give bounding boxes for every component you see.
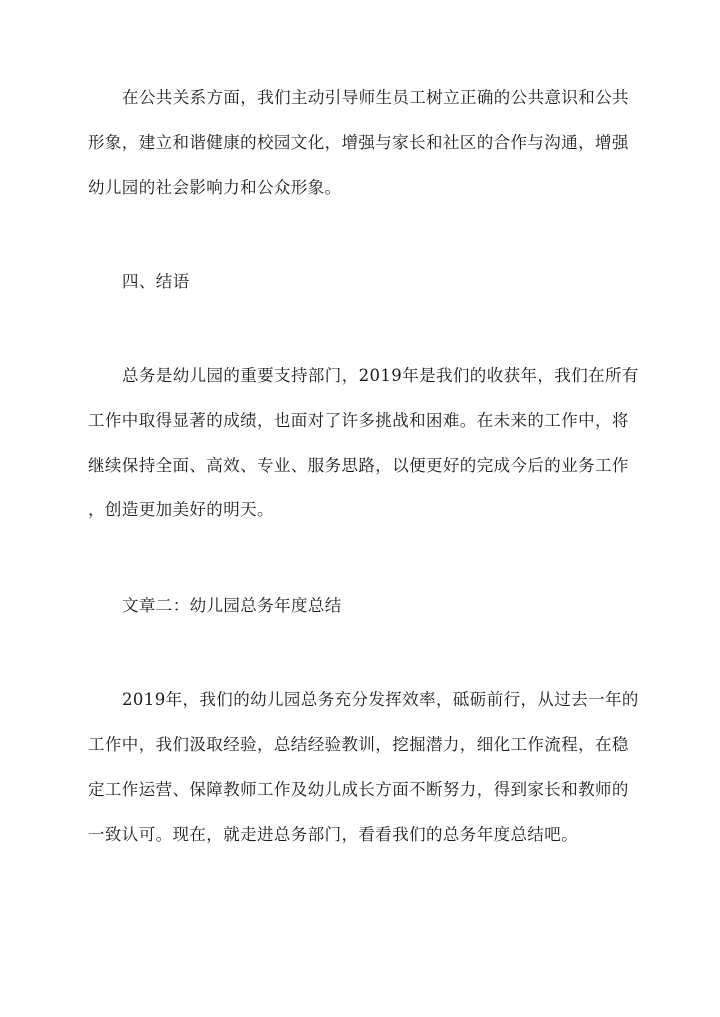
paragraph-conclusion-line-1: 总务是幼儿园的重要支持部门，2019年是我们的收获年，我们在所有 xyxy=(122,366,639,385)
paragraph-public-relations-line-1: 在公共关系方面，我们主动引导师生员工树立正确的公共意识和公共 xyxy=(122,88,629,107)
paragraph-public-relations-line-2: 形象，建立和谐健康的校园文化，增强与家长和社区的合作与沟通，增强 xyxy=(88,133,629,152)
paragraph-intro-line-1: 2019年，我们的幼儿园总务充分发挥效率，砥砺前行，从过去一年的 xyxy=(122,690,639,709)
paragraph-public-relations-line-3: 幼儿园的社会影响力和公众形象。 xyxy=(88,178,342,197)
article-two-title: 文章二：幼儿园总务年度总结 xyxy=(122,596,342,615)
paragraph-conclusion-line-3: 继续保持全面、高效、专业、服务思路，以便更好的完成今后的业务工作 xyxy=(88,456,629,475)
paragraph-conclusion-line-2: 工作中取得显著的成绩，也面对了许多挑战和困难。在未来的工作中，将 xyxy=(88,411,629,430)
section-conclusion-heading: 四、结语 xyxy=(122,272,190,291)
paragraph-intro-line-3: 定工作运营、保障教师工作及幼儿成长方面不断努力，得到家长和教师的 xyxy=(88,780,629,799)
paragraph-intro-line-2: 工作中，我们汲取经验，总结经验教训，挖掘潜力，细化工作流程，在稳 xyxy=(88,735,629,754)
paragraph-conclusion-line-4: ，创造更加美好的明天。 xyxy=(88,500,274,519)
paragraph-intro-line-4: 一致认可。现在，就走进总务部门，看看我们的总务年度总结吧。 xyxy=(88,825,579,844)
